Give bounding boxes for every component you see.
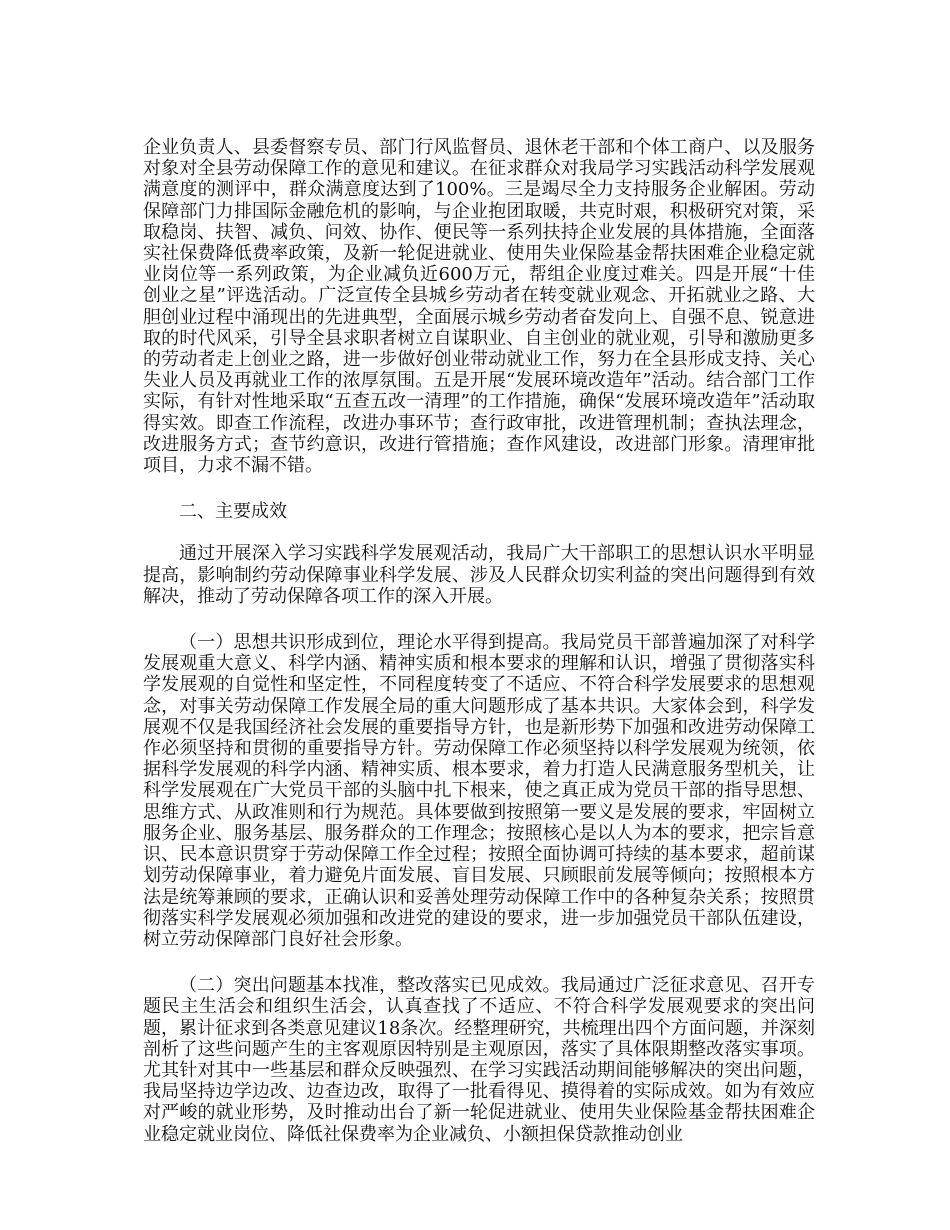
paragraph-continuation: 企业负责人、县委督察专员、部门行风监督员、退休老干部和个体工商户、以及服务对象对全县劳动保障工作的意见和建议。在征求群众对我局学习实践活动科学发展观满意度的测评中，群众满意度达到了100%。三是竭尽全力支持服务企业解困。劳动保障部门力排国际金融危机的影响，与企业抱团取暖，共克时艰，积极研究对策，采取稳岗、扶智、减负、问效、协作、便民等一系列扶持企业发展的具体措施，全面落实社保费降低费率政策，及新一轮促进就业、使用失业保险基金帮扶困难企业稳定就业岗位等一系列政策，为企业减负近600万元，帮组企业度过难关。四是开展“十佳创业之星”评选活动。广泛宣传全县城乡劳动者在转变就业观念、开拓就业之路、大胆创业过程中涌现出的先进典型，全面展示城乡劳动者奋发向上、自强不息、锐意进取的时代风采，引导全县求职者树立自谋职业、自主创业的就业观，引导和激励更多的劳动者走上创业之路，进一步做好创业带动就业工作，努力在全县形成支持、关心失业人员及再就业工作的浓厚氛围。五是开展“发展环境改造年”活动。结合部门工作实际，有针对性地采取“五查五改一清理”的工作措施，确保“发展环境改造年”活动取得实效。即查工作流程，改进办事环节；查行政审批，改进管理机制；查执法理念，改进服务方式；查节约意识，改进行管措施；查作风建设，改进部门形象。清理审批项目，力求不漏不错。	[143, 137, 815, 477]
section-heading: 二、主要成效	[179, 501, 287, 523]
paragraph-point-one: （一）思想共识形成到位，理论水平得到提高。我局党员干部普遍加深了对科学发展观重大意义、科学内涵、精神实质和根本要求的理解和认识，增强了贯彻落实科学发展观的自觉性和坚定性，不同程度转变了不适应、不符合科学发展要求的思想观念，对事关劳动保障工作发展全局的重大问题形成了基本共识。大家体会到，科学发展观不仅是我国经济社会发展的重要指导方针，也是新形势下加强和改进劳动保障工作必须坚持和贯彻的重要指导方针。劳动保障工作必须坚持以科学发展观为统领，依据科学发展观的科学内涵、精神实质、根本要求，着力打造人民满意服务型机关，让科学发展观在广大党员干部的头脑中扎下根来，使之真正成为党员干部的指导思想、思维方式、从政准则和行为规范。具体要做到按照第一要义是发展的要求，牢固树立服务企业、服务基层、服务群众的工作理念；按照核心是以人为本的要求，把宗旨意识、民本意识贯穿于劳动保障工作全过程；按照全面协调可持续的基本要求，超前谋划劳动保障事业，着力避免片面发展、盲目发展、只顾眼前发展等倾向；按照根本方法是统筹兼顾的要求，正确认识和妥善处理劳动保障工作中的各种复杂关系；按照贯彻落实科学发展观必须加强和改进党的建设的要求，进一步加强党员干部队伍建设，树立劳动保障部门良好社会形象。	[143, 632, 815, 950]
paragraph-intro: 通过开展深入学习实践科学发展观活动，我局广大干部职工的思想认识水平明显提高，影响制约劳动保障事业科学发展、涉及人民群众切实利益的突出问题得到有效解决，推动了劳动保障各项工作的深入开展。	[143, 543, 815, 607]
document-page	[143, 137, 815, 1145]
paragraph-point-two: （二）突出问题基本找准，整改落实已见成效。我局通过广泛征求意见、召开专题民主生活会和组织生活会，认真查找了不适应、不符合科学发展观要求的突出问题，累计征求到各类意见建议18条次。经整理研究，共梳理出四个方面问题，并深刻剖析了这些问题产生的主客观原因特别是主观原因，落实了具体限期整改落实事项。尤其针对其中一些基层和群众反映强烈、在学习实践活动期间能够解决的突出问题，我局坚持边学边改、边查边改，取得了一批看得见、摸得着的实际成效。如为有效应对严峻的就业形势，及时推动出台了新一轮促进就业、使用失业保险基金帮扶困难企业稳定就业岗位、降低社保费率为企业减负、小额担保贷款推动创业	[143, 975, 815, 1145]
